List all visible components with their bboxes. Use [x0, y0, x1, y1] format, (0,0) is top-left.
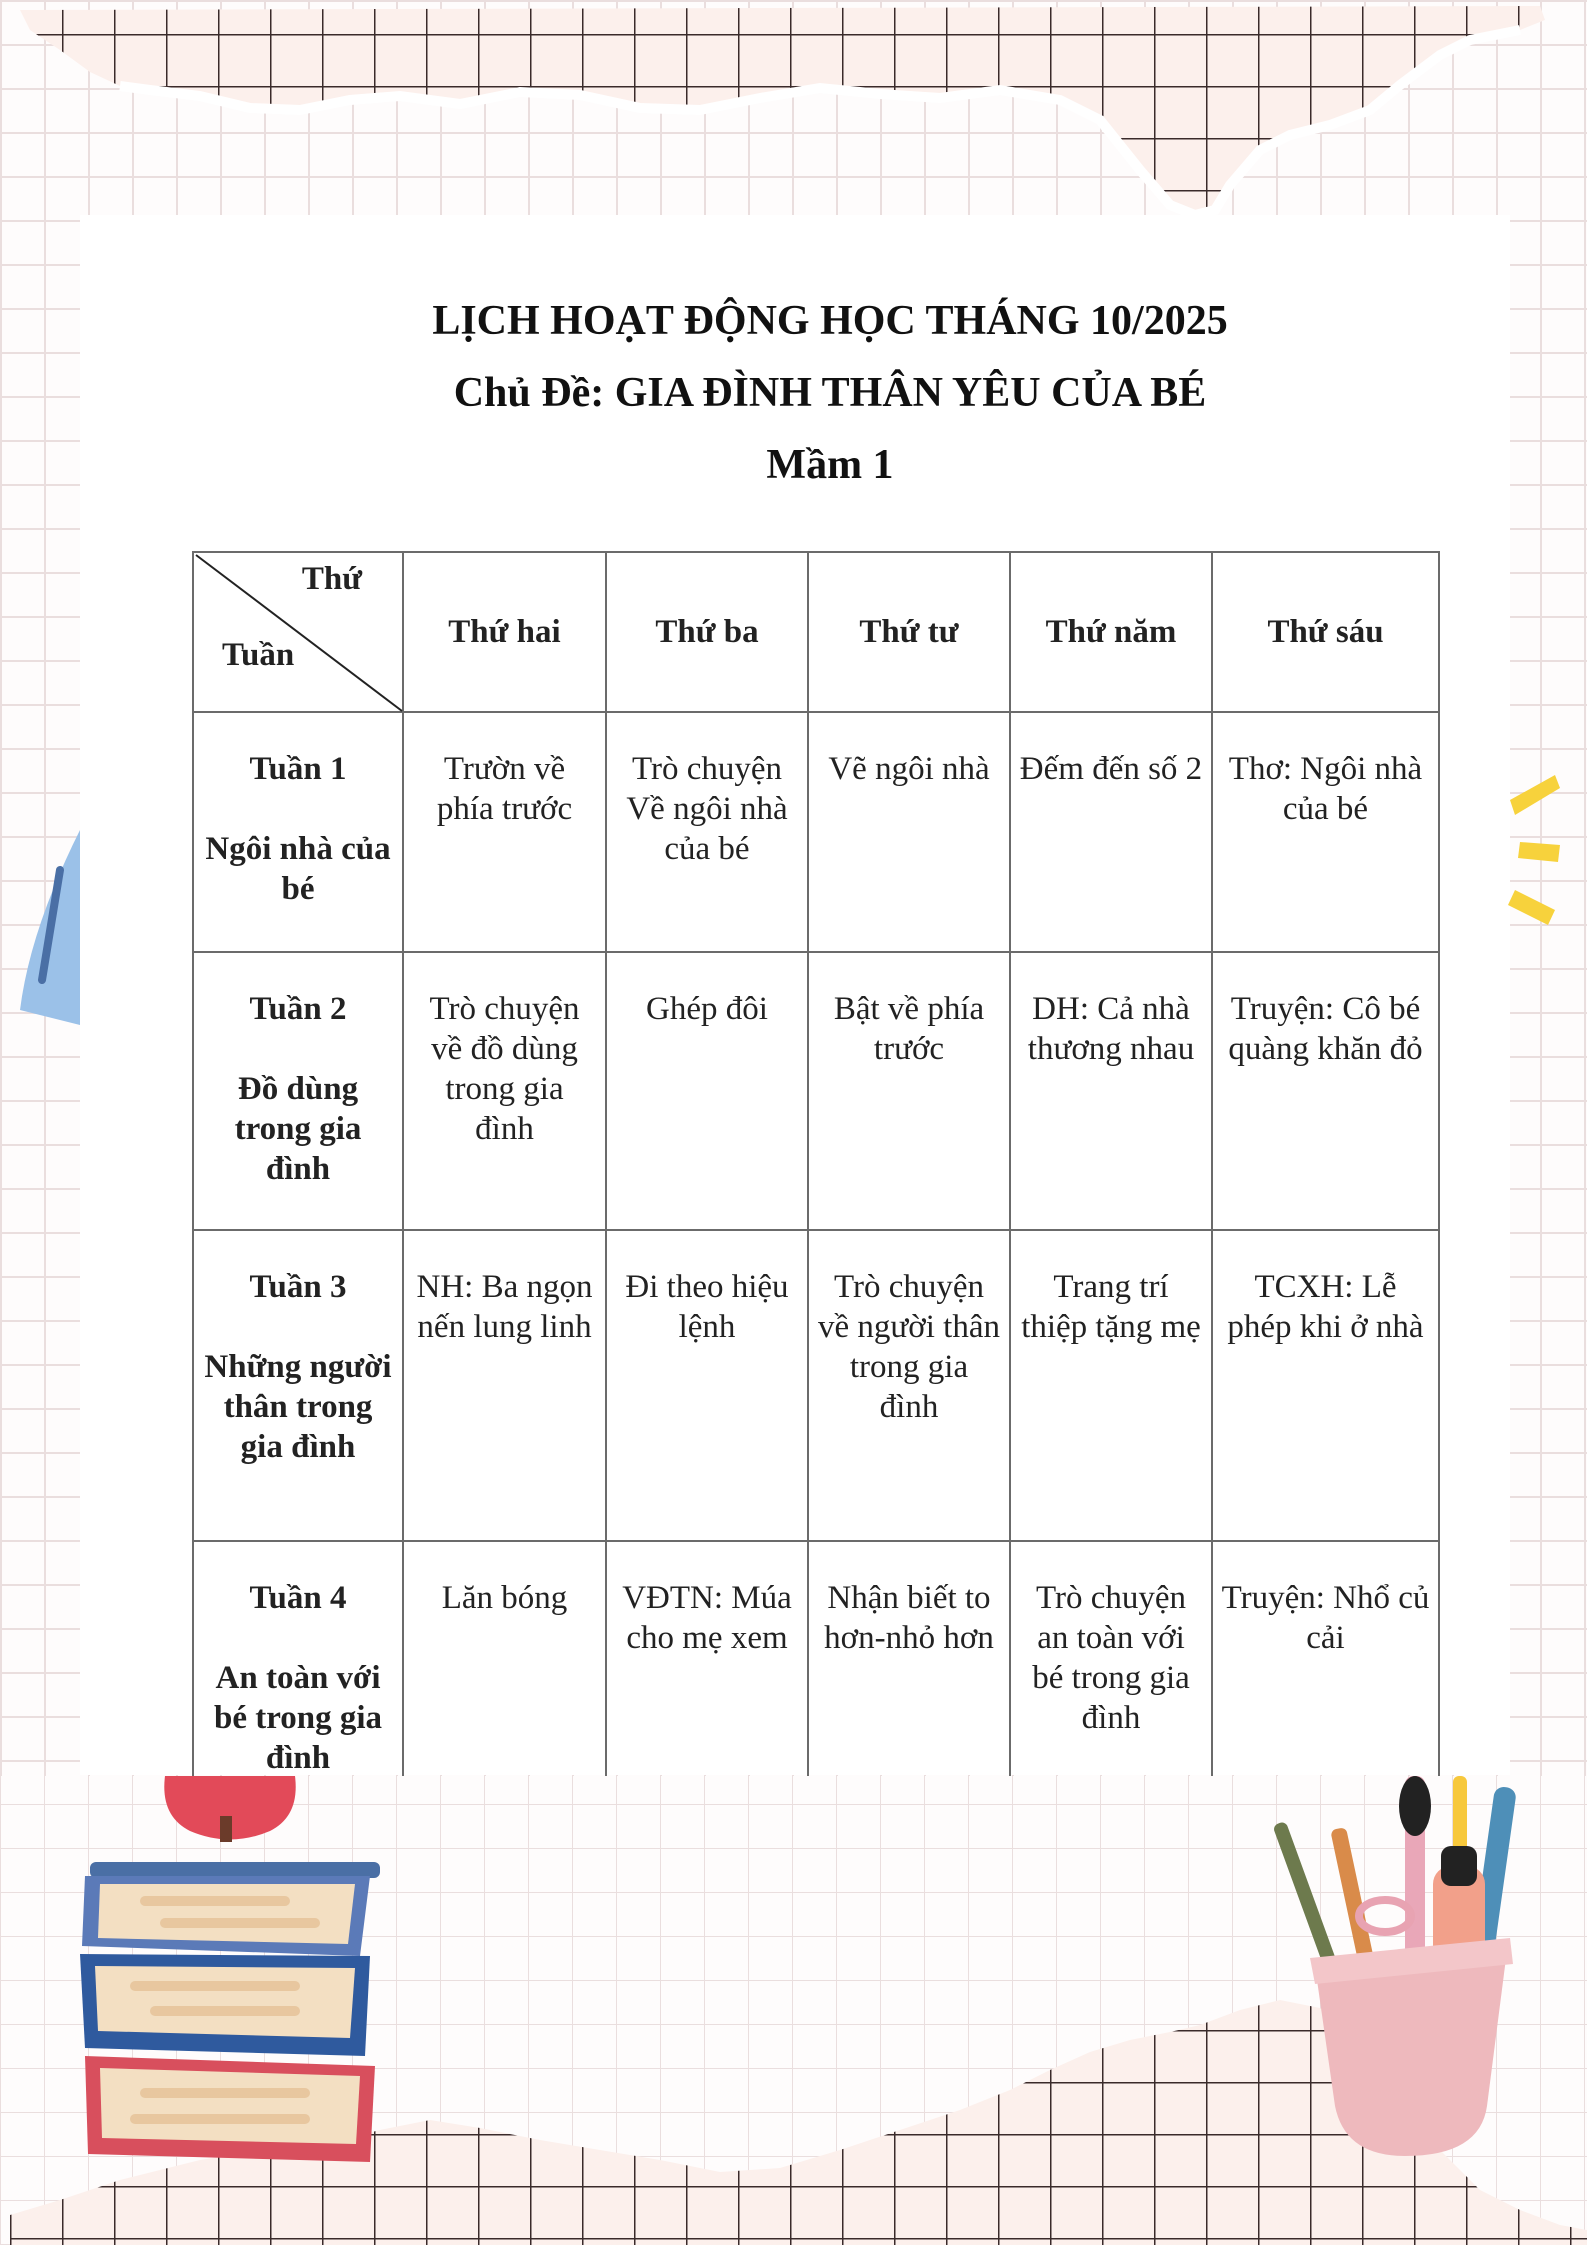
week-label: Tuần 4 — [249, 1580, 347, 1616]
table-row — [193, 1541, 1439, 1811]
week-cell — [193, 1230, 403, 1541]
activity-cell: Đi theo hiệu lệnh — [606, 1230, 808, 1541]
week-label: Tuần 2 — [249, 991, 347, 1027]
table-row — [193, 1230, 1439, 1541]
day-header: Thứ tư — [808, 552, 1010, 712]
page-title: LỊCH HOẠT ĐỘNG HỌC THÁNG 10/2025 — [432, 298, 1228, 344]
week-theme: Đồ dùng trong gia đình — [234, 1071, 362, 1187]
activity-cell: Nhận biết to hơn-nhỏ hơn — [808, 1541, 1010, 1811]
page-subtitle: Chủ Đề: GIA ĐÌNH THÂN YÊU CỦA BÉ — [453, 370, 1207, 416]
activity-cell: Trang trí thiệp tặng mẹ — [1010, 1230, 1212, 1541]
title-block — [80, 285, 1580, 501]
week-theme: Những người thân trong gia đình — [204, 1349, 392, 1465]
activity-cell: Đếm đến số 2 — [1010, 712, 1212, 952]
torn-paper-header — [0, 0, 1587, 230]
class-name: Mầm 1 — [766, 442, 894, 488]
activity-cell: NH: Ba ngọn nến lung linh — [403, 1230, 606, 1541]
diagonal-line — [194, 553, 404, 713]
activity-cell: Thơ: Ngôi nhà của bé — [1212, 712, 1439, 952]
header-row — [193, 552, 1439, 712]
table-row — [193, 712, 1439, 952]
day-header: Thứ năm — [1010, 552, 1212, 712]
table-row — [193, 952, 1439, 1230]
activity-cell: Ghép đôi — [606, 952, 808, 1230]
activity-cell: VĐTN: Múa cho mẹ xem — [606, 1541, 808, 1811]
activity-cell: Trò chuyện về người thân trong gia đình — [808, 1230, 1010, 1541]
activity-cell: Trò chuyện an toàn với bé trong gia đình — [1010, 1541, 1212, 1811]
week-cell — [193, 1541, 403, 1811]
day-header: Thứ hai — [403, 552, 606, 712]
blue-triangle-icon — [20, 830, 82, 1025]
week-label: Tuần 3 — [249, 1269, 347, 1305]
corner-day-label: Thứ — [301, 561, 362, 597]
activity-cell: Truyện: Cô bé quàng khăn đỏ — [1212, 952, 1439, 1230]
week-theme: Ngôi nhà của bé — [205, 831, 391, 907]
activity-cell: Lăn bóng — [403, 1541, 606, 1811]
schedule-table — [192, 551, 1440, 1812]
sparkle-icon — [1500, 770, 1570, 930]
activity-cell: TCXH: Lễ phép khi ở nhà — [1212, 1230, 1439, 1541]
week-theme: An toàn với bé trong gia đình — [213, 1660, 383, 1776]
corner-week-label: Tuần — [222, 637, 295, 673]
day-header: Thứ ba — [606, 552, 808, 712]
books-with-apple-icon — [70, 1776, 390, 2176]
week-cell — [193, 712, 403, 952]
week-label: Tuần 1 — [249, 751, 347, 787]
activity-cell: Trò chuyện về đồ dùng trong gia đình — [403, 952, 606, 1230]
week-cell — [193, 952, 403, 1230]
activity-cell: DH: Cả nhà thương nhau — [1010, 952, 1212, 1230]
day-header: Thứ sáu — [1212, 552, 1439, 712]
pencil-cup-icon — [1255, 1776, 1525, 2161]
activity-cell: Bật về phía trước — [808, 952, 1010, 1230]
activity-cell: Trò chuyện Về ngôi nhà của bé — [606, 712, 808, 952]
corner-cell — [193, 552, 403, 712]
activity-cell: Trườn về phía trước — [403, 712, 606, 952]
activity-cell: Vẽ ngôi nhà — [808, 712, 1010, 952]
activity-cell: Truyện: Nhổ củ cải — [1212, 1541, 1439, 1811]
